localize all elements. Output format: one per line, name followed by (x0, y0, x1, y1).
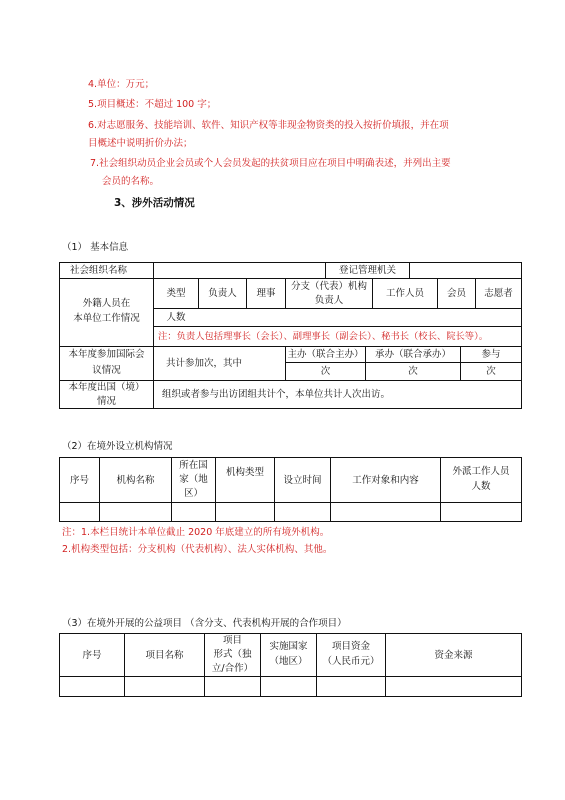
projects-label: （3）在境外开展的公益项目 （含分支、代表机构开展的合作项目） (62, 618, 347, 629)
pj-header-fund-1: 项目资金 (331, 641, 370, 652)
pj-header-form-2: 形式（独 (213, 649, 252, 660)
note-5: 5.项目概述：不超过 100 字； (88, 99, 217, 110)
col-branch-2: 负责人 (314, 295, 344, 306)
participate-times: 次 (486, 366, 496, 377)
col-type: 类型 (166, 288, 186, 299)
ov-header-seq: 序号 (69, 474, 89, 486)
ov-header-name: 机构名称 (116, 474, 155, 486)
note-7-line1: 7.社会组织动员企业会员或个人会员发起的扶贫项目应在项目中明确表述，并列出主要 (90, 158, 451, 169)
pj-header-seq: 序号 (82, 649, 102, 661)
col-worker: 工作人员 (385, 288, 424, 299)
ov-header-staff-2: 人数 (471, 481, 491, 492)
pj-header-form-3: 立/合作） (211, 663, 254, 674)
abroad-label-1: 本年度出国（境） (68, 382, 145, 393)
participate-label: 参与 (481, 349, 501, 360)
overseas-note-2: 2.机构类型包括：分支机构（代表机构）、法人实体机构、其他。 (62, 544, 333, 555)
pj-header-form-1: 项目 (222, 635, 242, 646)
ov-header-time: 设立时间 (283, 474, 322, 486)
col-volunteer: 志愿者 (484, 288, 513, 299)
note-4: 4.单位：万元； (88, 79, 155, 90)
pj-header-source: 资金来源 (434, 649, 473, 661)
cohost-times: 次 (408, 366, 418, 377)
overseas-label: （2）在境外设立机构情况 (62, 441, 173, 452)
pj-header-country-2: （地区） (269, 656, 308, 667)
conf-total-text: 共计参加次，其中 (166, 358, 243, 369)
pj-header-fund-2: （人民币元） (322, 656, 380, 667)
abroad-text: 组织或者参与出访团组共计个，本单位共计人次出访。 (162, 389, 391, 400)
intl-conf-label-1: 本年度参加国际会 (68, 349, 145, 360)
ov-header-content: 工作对象和内容 (352, 474, 419, 486)
ov-header-country-1: 所在国 (179, 460, 208, 471)
basic-info-label: （1） 基本信息 (62, 242, 129, 253)
cohost-label: 承办（联合承办） (374, 349, 451, 360)
note-6-line2: 目概述中说明折价办法； (88, 138, 193, 149)
ov-header-country-3: 区） (183, 488, 203, 499)
row-count-label: 人数 (166, 312, 186, 323)
ov-header-country-2: 家（地 (179, 474, 208, 485)
ov-header-type: 机构类型 (225, 466, 264, 478)
intl-conf-label-2: 议情况 (92, 365, 121, 376)
host-times: 次 (320, 366, 331, 377)
section-3-title: 3、涉外活动情况 (114, 197, 195, 209)
host-label: 主办（联合主办） (287, 349, 364, 360)
head-definition-note: 注：负责人包括理事长（会长）、副理事长（副会长）、秘书长（校长、院长等）。 (158, 331, 489, 342)
abroad-label-2: 情况 (96, 396, 116, 407)
foreign-staff-label-2: 本单位工作情况 (73, 313, 140, 324)
reg-authority-label: 登记管理机关 (338, 265, 396, 276)
col-director: 理事 (256, 288, 276, 299)
org-name-label: 社会组织名称 (70, 265, 128, 276)
ov-header-staff-1: 外派工作人员 (452, 466, 510, 477)
overseas-note-1: 注：1.本栏目统计本单位截止 2020 年底建立的所有境外机构。 (62, 527, 330, 538)
col-branch-1: 分支（代表）机构 (290, 281, 367, 292)
pj-header-country-1: 实施国家 (269, 641, 308, 652)
pj-header-name: 项目名称 (145, 649, 184, 661)
col-head: 负责人 (208, 288, 237, 299)
foreign-staff-label-1: 外籍人员在 (82, 298, 131, 309)
note-6-line1: 6.对志愿服务、技能培训、软件、知识产权等非现金物资类的投入按折价填报，并在项 (88, 120, 449, 131)
col-member: 会员 (446, 288, 466, 299)
note-7-line2: 会员的名称。 (102, 176, 160, 187)
